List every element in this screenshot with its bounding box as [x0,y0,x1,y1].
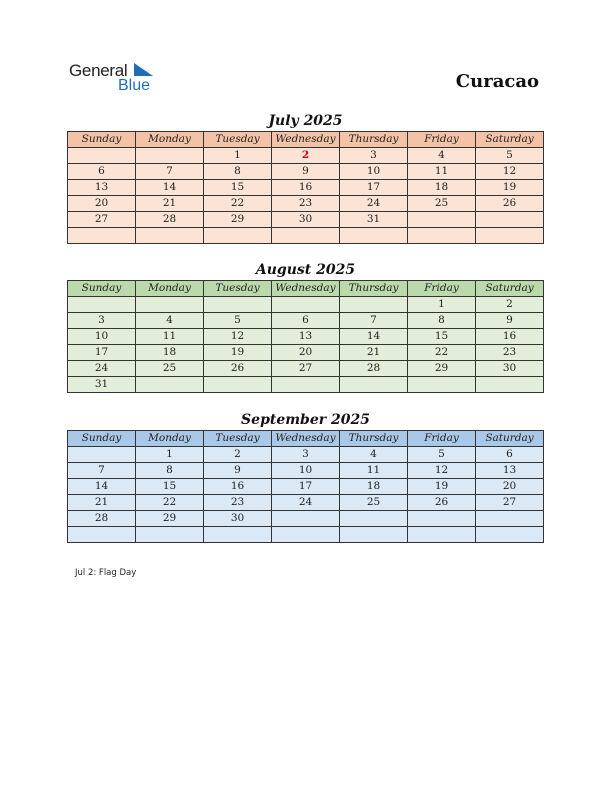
day-cell: 17 [272,479,340,495]
day-cell: 7 [68,463,136,479]
day-cell: 4 [408,148,476,164]
day-cell: 21 [340,345,408,361]
day-cell: 21 [68,495,136,511]
day-cell: 16 [272,180,340,196]
day-cell: 25 [136,361,204,377]
day-cell [136,377,204,393]
day-cell [408,511,476,527]
brand-logo [69,61,169,95]
day-cell: 20 [68,196,136,212]
week-row [68,164,544,180]
day-cell: 14 [136,180,204,196]
day-cell: 8 [204,164,272,180]
day-cell [476,527,544,543]
week-row [68,495,544,511]
day-cell: 18 [340,479,408,495]
month-august [67,260,544,393]
day-cell: 28 [68,511,136,527]
day-cell: 12 [408,463,476,479]
weekday-header: Saturday [476,281,544,297]
holiday-note: Jul 2: Flag Day [75,568,137,578]
weekday-header: Wednesday [272,281,340,297]
week-row [68,313,544,329]
day-cell: 31 [340,212,408,228]
day-cell: 30 [476,361,544,377]
day-cell: 19 [408,479,476,495]
month-grid [67,430,544,543]
day-cell [68,527,136,543]
weekday-header: Monday [136,132,204,148]
day-cell [136,297,204,313]
week-row [68,180,544,196]
day-cell: 9 [204,463,272,479]
day-cell [272,527,340,543]
day-cell: 19 [476,180,544,196]
day-cell: 3 [340,148,408,164]
day-cell: 23 [476,345,544,361]
day-cell: 20 [272,345,340,361]
day-cell: 22 [136,495,204,511]
day-cell: 27 [476,495,544,511]
day-cell: 11 [340,463,408,479]
weekday-header: Sunday [68,281,136,297]
day-cell [136,148,204,164]
day-cell: 11 [136,329,204,345]
day-cell: 15 [136,479,204,495]
weekday-header: Saturday [476,431,544,447]
brand-general-text: General [69,61,128,80]
day-cell: 26 [204,361,272,377]
weekday-header: Sunday [68,431,136,447]
day-cell: 21 [136,196,204,212]
month-title: July 2025 [268,113,343,129]
month-grid [67,280,544,393]
day-cell: 31 [68,377,136,393]
month-title: August 2025 [255,262,356,278]
day-cell: 13 [476,463,544,479]
day-cell: 11 [408,164,476,180]
weekday-header: Saturday [476,132,544,148]
month-grid [67,131,544,244]
weekday-header: Tuesday [204,431,272,447]
day-cell [408,527,476,543]
day-cell: 30 [272,212,340,228]
day-cell [204,228,272,244]
day-cell: 10 [68,329,136,345]
week-row [68,479,544,495]
weekday-header: Sunday [68,132,136,148]
triangle-logo-icon [134,63,154,77]
day-cell: 19 [204,345,272,361]
day-cell: 30 [204,511,272,527]
day-cell: 22 [408,345,476,361]
day-cell: 14 [68,479,136,495]
day-cell [476,228,544,244]
day-cell [68,297,136,313]
weekday-header: Friday [408,431,476,447]
day-cell: 7 [340,313,408,329]
day-cell: 18 [408,180,476,196]
weekday-header: Friday [408,281,476,297]
day-cell: 15 [204,180,272,196]
day-cell [408,212,476,228]
day-cell: 8 [136,463,204,479]
day-cell: 22 [204,196,272,212]
day-cell [476,377,544,393]
day-cell: 14 [340,329,408,345]
day-cell: 29 [136,511,204,527]
day-cell [136,527,204,543]
week-row [68,297,544,313]
day-cell: 1 [204,148,272,164]
day-cell: 29 [204,212,272,228]
day-cell: 24 [272,495,340,511]
day-cell: 25 [408,196,476,212]
day-cell: 24 [68,361,136,377]
day-cell [272,228,340,244]
day-cell: 26 [408,495,476,511]
day-cell: 24 [340,196,408,212]
month-title: September 2025 [241,412,370,428]
day-cell [476,212,544,228]
week-row [68,148,544,164]
day-cell: 9 [476,313,544,329]
day-cell: 27 [68,212,136,228]
day-cell [340,228,408,244]
day-cell: 16 [204,479,272,495]
weekday-header: Monday [136,431,204,447]
day-cell: 4 [340,447,408,463]
week-row [68,212,544,228]
day-cell [204,297,272,313]
weekday-header: Wednesday [272,431,340,447]
day-cell [408,228,476,244]
week-row [68,228,544,244]
day-cell: 8 [408,313,476,329]
month-july [67,111,544,244]
day-cell: 12 [204,329,272,345]
day-cell: 18 [136,345,204,361]
day-cell: 5 [408,447,476,463]
day-cell: 9 [272,164,340,180]
month-september [67,410,544,543]
day-cell: 7 [136,164,204,180]
day-cell [68,447,136,463]
weekday-header: Thursday [340,431,408,447]
day-cell [340,527,408,543]
day-cell: 28 [136,212,204,228]
day-cell [272,511,340,527]
weekday-header: Monday [136,281,204,297]
day-cell [272,297,340,313]
day-cell [408,377,476,393]
day-cell: 2 [204,447,272,463]
day-cell [340,377,408,393]
day-cell: 1 [136,447,204,463]
day-cell [272,377,340,393]
day-cell: 5 [204,313,272,329]
day-cell [340,297,408,313]
day-cell [136,228,204,244]
week-row [68,463,544,479]
week-row [68,329,544,345]
week-row [68,345,544,361]
day-cell: 29 [408,361,476,377]
day-cell: 12 [476,164,544,180]
weekday-header: Thursday [340,281,408,297]
day-cell: 3 [68,313,136,329]
week-row [68,511,544,527]
day-cell: 10 [272,463,340,479]
day-cell: 13 [68,180,136,196]
day-cell: 20 [476,479,544,495]
day-cell [476,511,544,527]
week-row [68,447,544,463]
day-cell: 5 [476,148,544,164]
day-cell: 13 [272,329,340,345]
day-cell [204,377,272,393]
day-cell: 17 [68,345,136,361]
day-cell: 17 [340,180,408,196]
day-cell: 27 [272,361,340,377]
weekday-header: Wednesday [272,132,340,148]
brand-blue-text: Blue [118,77,151,94]
day-cell [68,148,136,164]
day-cell: 26 [476,196,544,212]
day-cell: 6 [272,313,340,329]
day-cell: 2 [272,148,340,164]
week-row [68,196,544,212]
day-cell [340,511,408,527]
day-cell: 1 [408,297,476,313]
week-row [68,361,544,377]
day-cell: 10 [340,164,408,180]
week-row [68,527,544,543]
weekday-header: Tuesday [204,281,272,297]
weekday-header: Tuesday [204,132,272,148]
weekday-header: Thursday [340,132,408,148]
day-cell: 4 [136,313,204,329]
day-cell: 28 [340,361,408,377]
day-cell: 16 [476,329,544,345]
day-cell: 6 [68,164,136,180]
day-cell: 6 [476,447,544,463]
day-cell: 3 [272,447,340,463]
week-row [68,377,544,393]
day-cell: 2 [476,297,544,313]
day-cell: 25 [340,495,408,511]
day-cell [204,527,272,543]
country-title: Curacao [455,71,539,92]
day-cell: 23 [272,196,340,212]
day-cell: 23 [204,495,272,511]
day-cell [68,228,136,244]
day-cell: 15 [408,329,476,345]
weekday-header: Friday [408,132,476,148]
